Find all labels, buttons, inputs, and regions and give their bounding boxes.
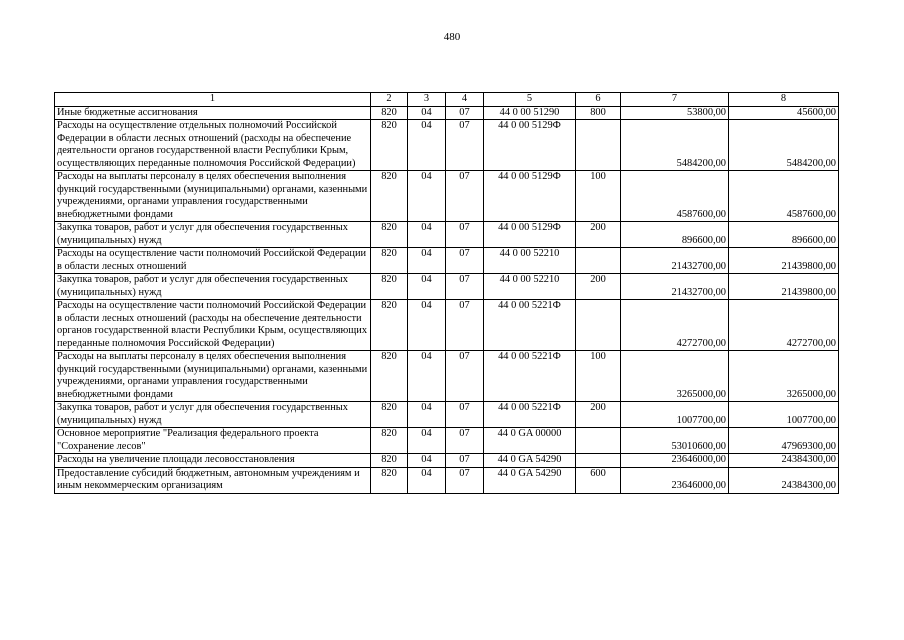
row-description: Закупка товаров, работ и услуг для обеспечения государственных (муниципальных) нужд xyxy=(55,274,371,300)
row-expense-type xyxy=(576,300,621,351)
row-subsection-code: 07 xyxy=(446,120,484,171)
row-amount-year-2: 24384300,00 xyxy=(729,454,839,468)
row-amount-year-2: 1007700,00 xyxy=(729,402,839,428)
row-amount-year-2: 21439800,00 xyxy=(729,248,839,274)
row-section-code: 04 xyxy=(408,120,446,171)
row-expense-type: 200 xyxy=(576,222,621,248)
row-description: Закупка товаров, работ и услуг для обеспечения государственных (муниципальных) нужд xyxy=(55,222,371,248)
row-target-article: 44 0 00 5221Ф xyxy=(484,300,576,351)
row-expense-type xyxy=(576,120,621,171)
column-header: 4 xyxy=(446,93,484,107)
row-ministry-code: 820 xyxy=(371,120,408,171)
row-expense-type xyxy=(576,454,621,468)
row-ministry-code: 820 xyxy=(371,454,408,468)
row-target-article: 44 0 00 5221Ф xyxy=(484,402,576,428)
row-description: Расходы на увеличение площади лесовосстановления xyxy=(55,454,371,468)
row-section-code: 04 xyxy=(408,351,446,402)
table-row xyxy=(55,171,839,222)
row-amount-year-2: 24384300,00 xyxy=(729,467,839,493)
row-ministry-code: 820 xyxy=(371,351,408,402)
row-amount-year-2: 5484200,00 xyxy=(729,120,839,171)
row-section-code: 04 xyxy=(408,428,446,454)
row-expense-type xyxy=(576,248,621,274)
row-ministry-code: 820 xyxy=(371,274,408,300)
table-row xyxy=(55,402,839,428)
row-subsection-code: 07 xyxy=(446,274,484,300)
column-header: 3 xyxy=(408,93,446,107)
row-ministry-code: 820 xyxy=(371,171,408,222)
row-amount-year-1: 23646000,00 xyxy=(621,467,729,493)
row-amount-year-2: 47969300,00 xyxy=(729,428,839,454)
table-row xyxy=(55,351,839,402)
column-header: 1 xyxy=(55,93,371,107)
row-ministry-code: 820 xyxy=(371,467,408,493)
table-row xyxy=(55,106,839,120)
column-header: 2 xyxy=(371,93,408,107)
page-number: 480 xyxy=(443,31,461,43)
row-amount-year-1: 896600,00 xyxy=(621,222,729,248)
row-subsection-code: 07 xyxy=(446,222,484,248)
row-target-article: 44 0 00 5129Ф xyxy=(484,120,576,171)
row-section-code: 04 xyxy=(408,248,446,274)
row-expense-type: 600 xyxy=(576,467,621,493)
table-row xyxy=(55,300,839,351)
row-amount-year-2: 4587600,00 xyxy=(729,171,839,222)
row-section-code: 04 xyxy=(408,171,446,222)
row-expense-type xyxy=(576,428,621,454)
row-amount-year-1: 53010600,00 xyxy=(621,428,729,454)
row-subsection-code: 07 xyxy=(446,467,484,493)
row-ministry-code: 820 xyxy=(371,402,408,428)
row-expense-type: 200 xyxy=(576,402,621,428)
row-target-article: 44 0 GA 54290 xyxy=(484,467,576,493)
row-section-code: 04 xyxy=(408,454,446,468)
table-row xyxy=(55,428,839,454)
row-amount-year-1: 23646000,00 xyxy=(621,454,729,468)
table-row xyxy=(55,467,839,493)
table-body xyxy=(55,106,839,493)
row-target-article: 44 0 00 5129Ф xyxy=(484,171,576,222)
row-amount-year-2: 4272700,00 xyxy=(729,300,839,351)
row-amount-year-1: 4587600,00 xyxy=(621,171,729,222)
row-description: Расходы на осуществление части полномочий Российской Федерации в области лесных отношений (расходы на обеспечение деятельности органов государственной власти Республики Крым, осуществляющих переданные полномочия Российской Федерации) xyxy=(55,300,371,351)
row-amount-year-1: 53800,00 xyxy=(621,106,729,120)
row-amount-year-2: 3265000,00 xyxy=(729,351,839,402)
row-expense-type: 200 xyxy=(576,274,621,300)
row-description: Иные бюджетные ассигнования xyxy=(55,106,371,120)
row-section-code: 04 xyxy=(408,106,446,120)
row-description: Расходы на выплаты персоналу в целях обеспечения выполнения функций государственными (муниципальными) органами, казенными учреждениями, органами управления государственными внебюджетными фондами xyxy=(55,171,371,222)
row-expense-type: 100 xyxy=(576,171,621,222)
row-ministry-code: 820 xyxy=(371,300,408,351)
table-row xyxy=(55,454,839,468)
row-description: Расходы на осуществление отдельных полномочий Российской Федерации в области лесных отношений (расходы на обеспечение деятельности органов государственной власти Республики Крым, осуществляющих переданные полномочия Российской Федерации) xyxy=(55,120,371,171)
row-subsection-code: 07 xyxy=(446,351,484,402)
column-header: 8 xyxy=(729,93,839,107)
row-ministry-code: 820 xyxy=(371,106,408,120)
row-ministry-code: 820 xyxy=(371,428,408,454)
column-header: 7 xyxy=(621,93,729,107)
row-description: Предоставление субсидий бюджетным, автономным учреждениям и иным некоммерческим организациям xyxy=(55,467,371,493)
budget-table xyxy=(54,92,839,494)
row-description: Расходы на выплаты персоналу в целях обеспечения выполнения функций государственными (муниципальными) органами, казенными учреждениями, органами управления государственными внебюджетными фондами xyxy=(55,351,371,402)
row-amount-year-2: 21439800,00 xyxy=(729,274,839,300)
row-subsection-code: 07 xyxy=(446,402,484,428)
row-subsection-code: 07 xyxy=(446,300,484,351)
table-header-row xyxy=(55,93,839,107)
table-row xyxy=(55,120,839,171)
row-target-article: 44 0 00 52210 xyxy=(484,248,576,274)
row-amount-year-1: 4272700,00 xyxy=(621,300,729,351)
row-description: Основное мероприятие "Реализация федерального проекта "Сохранение лесов" xyxy=(55,428,371,454)
row-section-code: 04 xyxy=(408,222,446,248)
row-section-code: 04 xyxy=(408,402,446,428)
row-subsection-code: 07 xyxy=(446,428,484,454)
row-amount-year-2: 45600,00 xyxy=(729,106,839,120)
row-ministry-code: 820 xyxy=(371,248,408,274)
row-section-code: 04 xyxy=(408,300,446,351)
row-section-code: 04 xyxy=(408,274,446,300)
row-description: Закупка товаров, работ и услуг для обеспечения государственных (муниципальных) нужд xyxy=(55,402,371,428)
row-subsection-code: 07 xyxy=(446,454,484,468)
row-section-code: 04 xyxy=(408,467,446,493)
row-ministry-code: 820 xyxy=(371,222,408,248)
row-expense-type: 100 xyxy=(576,351,621,402)
row-subsection-code: 07 xyxy=(446,248,484,274)
row-target-article: 44 0 GA 54290 xyxy=(484,454,576,468)
row-target-article: 44 0 00 51290 xyxy=(484,106,576,120)
row-expense-type: 800 xyxy=(576,106,621,120)
row-amount-year-1: 5484200,00 xyxy=(621,120,729,171)
row-amount-year-1: 3265000,00 xyxy=(621,351,729,402)
row-amount-year-1: 1007700,00 xyxy=(621,402,729,428)
table-row xyxy=(55,222,839,248)
row-amount-year-2: 896600,00 xyxy=(729,222,839,248)
column-header: 6 xyxy=(576,93,621,107)
row-amount-year-1: 21432700,00 xyxy=(621,248,729,274)
row-subsection-code: 07 xyxy=(446,171,484,222)
row-target-article: 44 0 00 5129Ф xyxy=(484,222,576,248)
row-subsection-code: 07 xyxy=(446,106,484,120)
table-row xyxy=(55,274,839,300)
row-target-article: 44 0 00 5221Ф xyxy=(484,351,576,402)
row-description: Расходы на осуществление части полномочий Российской Федерации в области лесных отношений xyxy=(55,248,371,274)
column-header: 5 xyxy=(484,93,576,107)
row-target-article: 44 0 00 52210 xyxy=(484,274,576,300)
row-amount-year-1: 21432700,00 xyxy=(621,274,729,300)
table-row xyxy=(55,248,839,274)
row-target-article: 44 0 GA 00000 xyxy=(484,428,576,454)
